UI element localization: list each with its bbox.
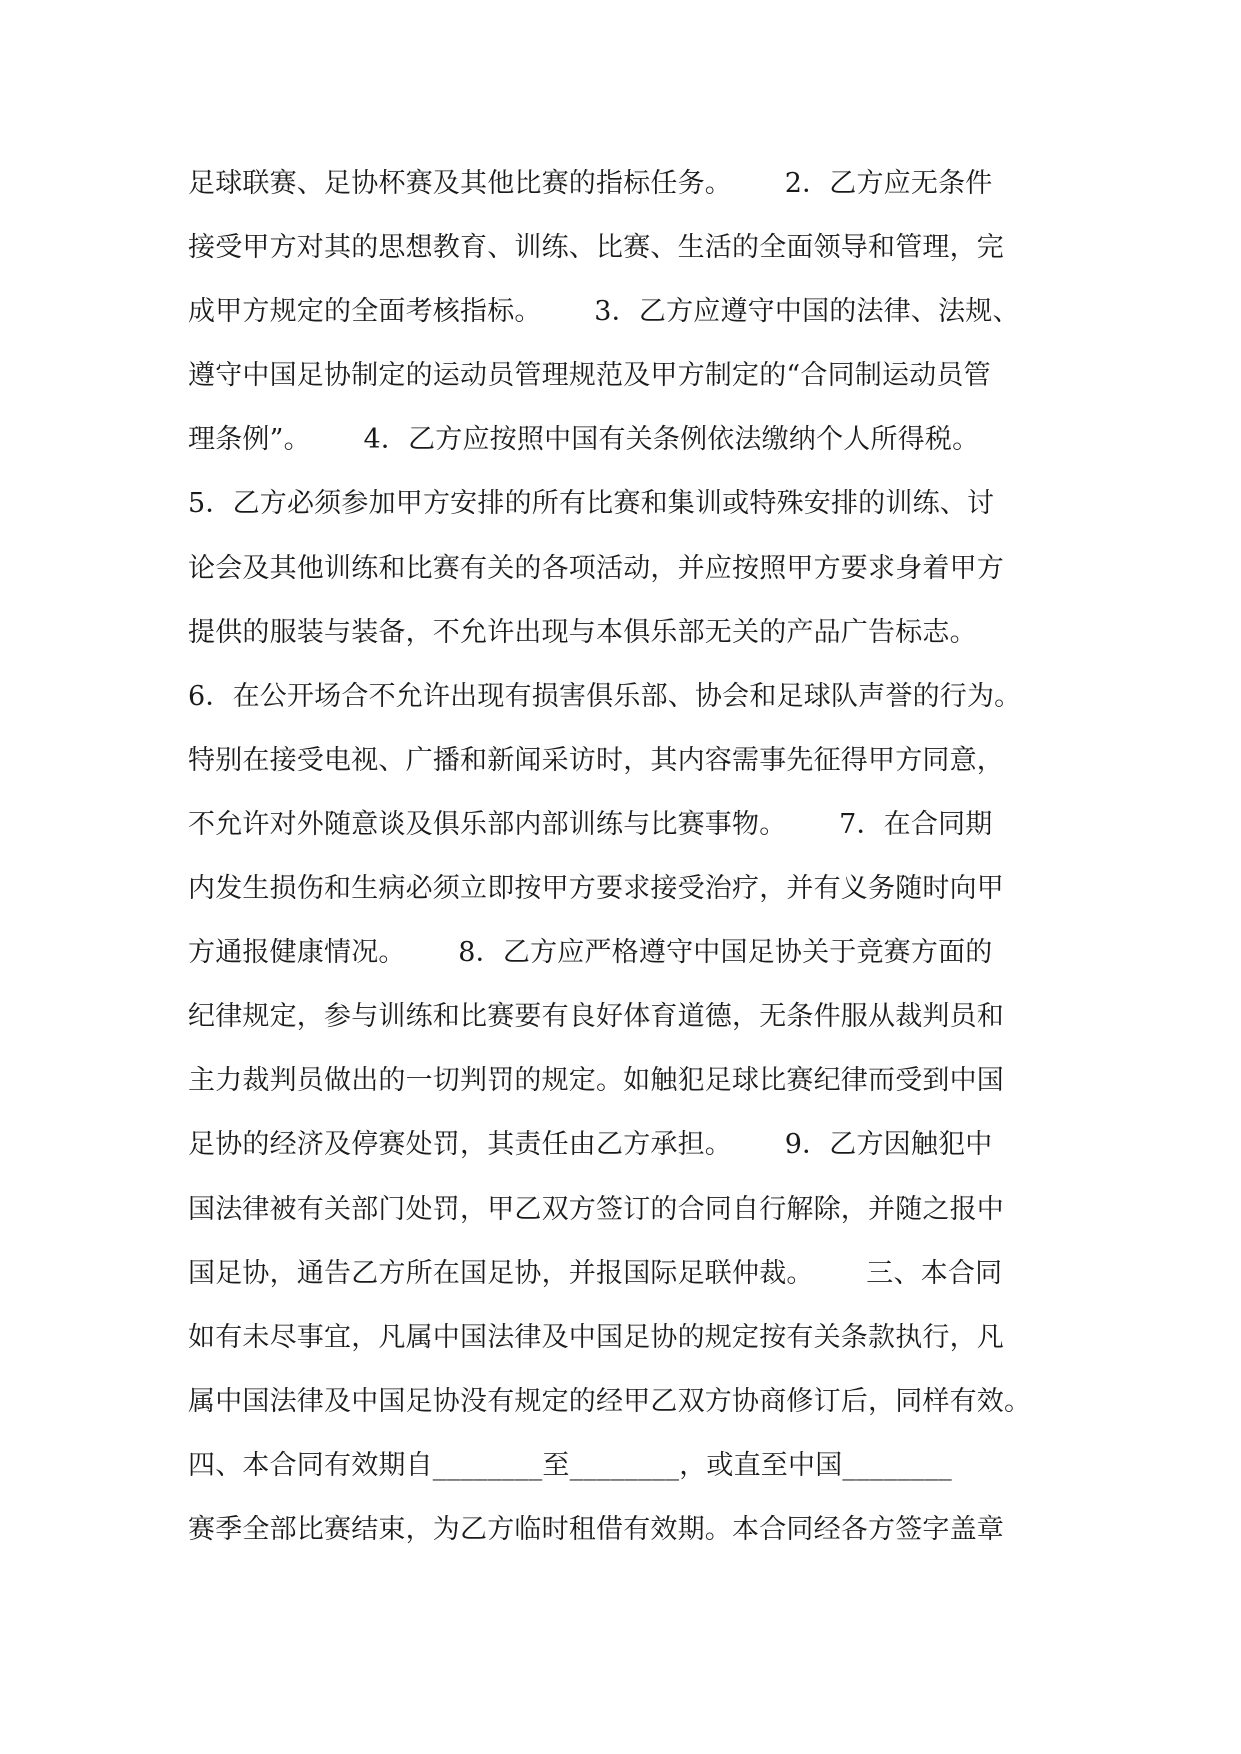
text-line: 主力裁判员做出的一切判罚的规定。如触犯足球比赛纪律而受到中国 (188, 1065, 1004, 1097)
text-line: 不允许对外随意谈及俱乐部内部训练与比赛事物。 7．在合同期 (188, 808, 993, 840)
text-line: 内发生损伤和生病必须立即按甲方要求接受治疗，并有义务随时向甲 (188, 873, 1004, 905)
text-line: 赛季全部比赛结束，为乙方临时租借有效期。本合同经各方签字盖章 (188, 1513, 1004, 1545)
text-line: 四、本合同有效期自________至________，或直至中国________ (188, 1449, 952, 1481)
text-line: 提供的服装与装备，不允许出现与本俱乐部无关的产品广告标志。 (188, 616, 977, 648)
text-line: 接受甲方对其的思想教育、训练、比赛、生活的全面领导和管理，完 (188, 232, 1004, 264)
text-line: 5．乙方必须参加甲方安排的所有比赛和集训或特殊安排的训练、讨 (188, 488, 995, 520)
text-line: 如有未尽事宜，凡属中国法律及中国足协的规定按有关条款执行，凡 (188, 1321, 1004, 1353)
text-line: 属中国法律及中国足协没有规定的经甲乙双方协商修订后，同样有效。 (188, 1385, 1032, 1417)
text-line: 足球联赛、足协杯赛及其他比赛的指标任务。 2．乙方应无条件 (188, 168, 993, 199)
text-line: 特别在接受电视、广播和新闻采访时，其内容需事先征得甲方同意， (188, 744, 1004, 776)
text-line: 6．在公开场合不允许出现有损害俱乐部、协会和足球队声誉的行为。 (188, 680, 1022, 712)
text-line: 遵守中国足协制定的运动员管理规范及甲方制定的“合同制运动员管 (188, 360, 991, 392)
text-line: 足协的经济及停赛处罚，其责任由乙方承担。 9．乙方因触犯中 (188, 1129, 993, 1161)
contract-body-text (188, 152, 1068, 1562)
text-line: 国法律被有关部门处罚，甲乙双方签订的合同自行解除，并随之报中 (188, 1193, 1004, 1225)
text-line: 理条例”。 4．乙方应按照中国有关条例依法缴纳个人所得税。 (188, 424, 980, 456)
text-line: 成甲方规定的全面考核指标。 3．乙方应遵守中国的法律、法规、 (188, 296, 1020, 328)
text-line: 纪律规定，参与训练和比赛要有良好体育道德，无条件服从裁判员和 (188, 1001, 1004, 1033)
text-line: 论会及其他训练和比赛有关的各项活动，并应按照甲方要求身着甲方 (188, 552, 1004, 584)
text-line: 方通报健康情况。 8．乙方应严格遵守中国足协关于竞赛方面的 (188, 937, 993, 969)
text-line: 国足协，通告乙方所在国足协，并报国际足联仲裁。 三、本合同 (188, 1257, 1003, 1289)
